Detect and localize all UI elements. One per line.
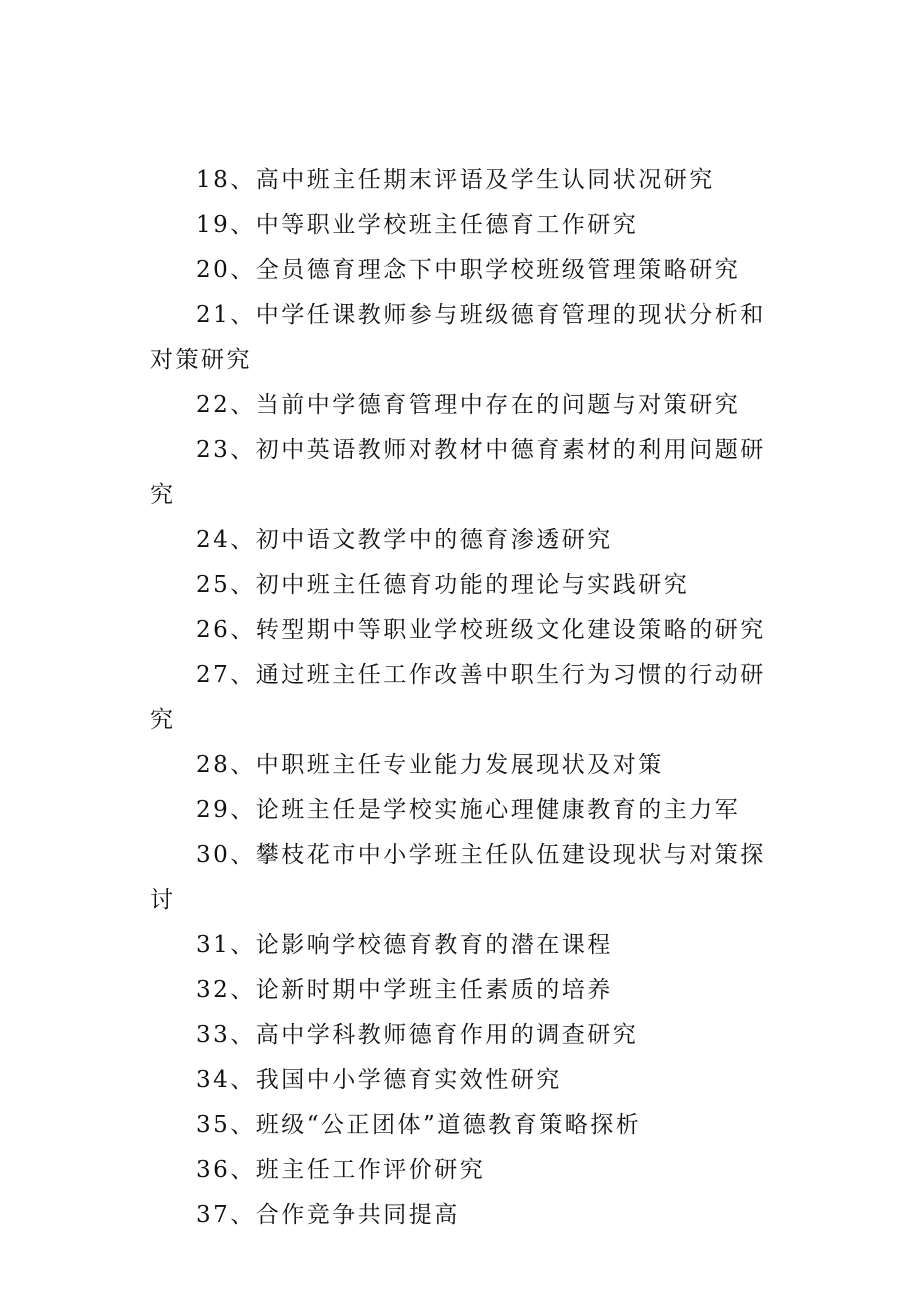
list-item: 25、初中班主任德育功能的理论与实践研究 (196, 572, 690, 598)
list-item: 22、当前中学德育管理中存在的问题与对策研究 (196, 392, 741, 418)
list-item: 35、班级“公正团体”道德教育策略探析 (196, 1112, 642, 1138)
list-item: 29、论班主任是学校实施心理健康教育的主力军 (196, 797, 741, 823)
list-item: 37、合作竞争共同提高 (196, 1202, 460, 1228)
list-item: 20、全员德育理念下中职学校班级管理策略研究 (196, 257, 741, 283)
list-item: 30、攀枝花市中小学班主任队伍建设现状与对策探讨 (150, 842, 766, 913)
list-item: 21、中学任课教师参与班级德育管理的现状分析和对策研究 (150, 302, 766, 373)
list-item: 32、论新时期中学班主任素质的培养 (196, 977, 613, 1003)
list-item: 23、初中英语教师对教材中德育素材的利用问题研究 (150, 437, 766, 508)
list-item: 34、我国中小学德育实效性研究 (196, 1067, 562, 1093)
list-item: 18、高中班主任期末评语及学生认同状况研究 (196, 167, 715, 193)
list-item: 26、转型期中等职业学校班级文化建设策略的研究 (196, 617, 766, 643)
list-item: 24、初中语文教学中的德育渗透研究 (196, 527, 613, 553)
list-item: 19、中等职业学校班主任德育工作研究 (196, 212, 639, 238)
list-item: 27、通过班主任工作改善中职生行为习惯的行动研究 (150, 662, 766, 733)
list-item: 31、论影响学校德育教育的潜在课程 (196, 932, 613, 958)
list-item: 36、班主任工作评价研究 (196, 1157, 486, 1183)
topic-list (150, 158, 790, 1238)
list-item: 33、高中学科教师德育作用的调查研究 (196, 1022, 639, 1048)
list-item: 28、中职班主任专业能力发展现状及对策 (196, 752, 664, 778)
